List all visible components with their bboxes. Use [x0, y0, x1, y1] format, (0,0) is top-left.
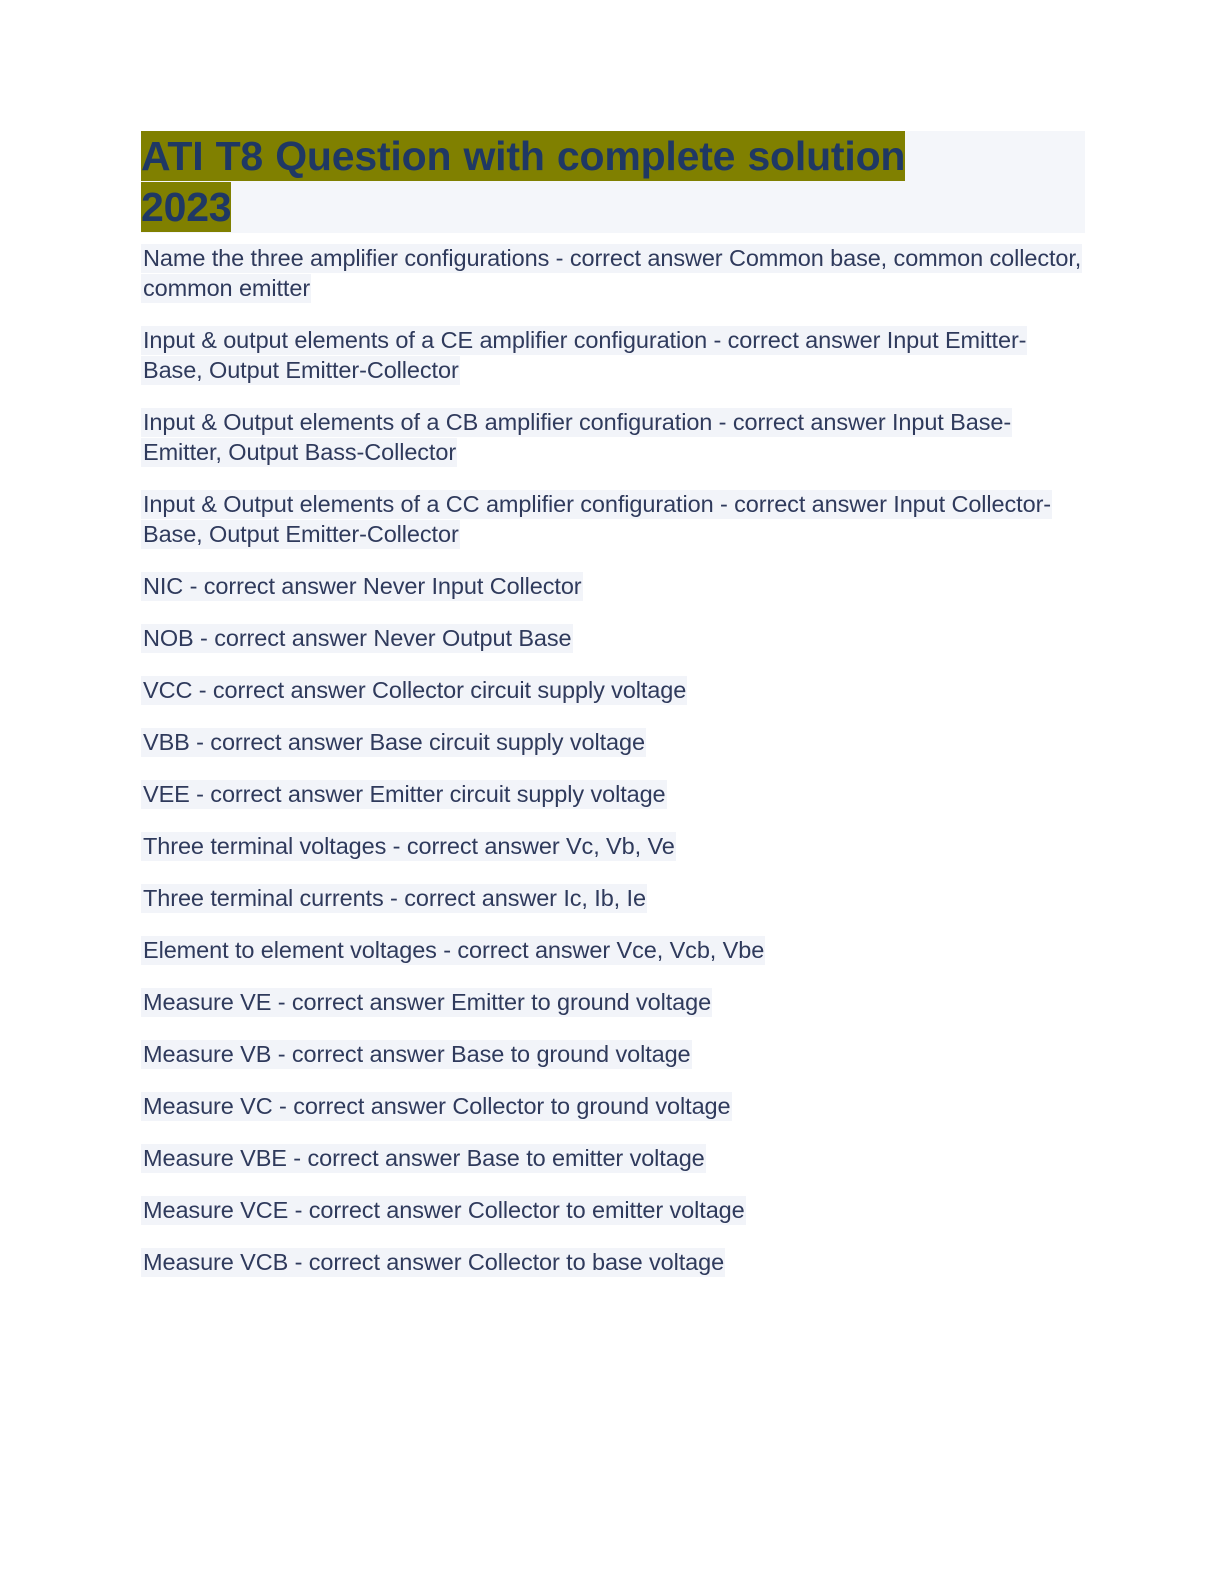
qa-item [141, 407, 1085, 467]
qa-item-text: NIC - correct answer Never Input Collector [143, 573, 582, 599]
qa-item-text: Name the three amplifier configurations - correct answer Common base, common collector, common emitter [143, 245, 1082, 301]
qa-item [141, 325, 1085, 385]
document-content [141, 131, 1085, 1277]
qa-item-text: VEE - correct answer Emitter circuit supply voltage [143, 781, 666, 807]
qa-item-text: VCC - correct answer Collector circuit supply voltage [143, 677, 687, 703]
qa-item [141, 727, 1085, 757]
page-title [141, 131, 1085, 233]
qa-item [141, 831, 1085, 861]
qa-item [141, 675, 1085, 705]
qa-item [141, 987, 1085, 1017]
qa-item [141, 1039, 1085, 1069]
qa-item [141, 623, 1085, 653]
qa-item-text: Measure VCE - correct answer Collector to emitter voltage [143, 1197, 745, 1223]
qa-item-text: Measure VC - correct answer Collector to ground voltage [143, 1093, 731, 1119]
qa-item-text: Measure VB - correct answer Base to ground voltage [143, 1041, 691, 1067]
document-title-block [141, 131, 1085, 233]
qa-item-text: Input & output elements of a CE amplifier configuration - correct answer Input Emitter-Base, Output Emitter-Collector [143, 327, 1027, 383]
qa-item-text: Input & Output elements of a CC amplifier configuration - correct answer Input Collector-Base, Output Emitter-Collector [143, 491, 1052, 547]
qa-item-text: NOB - correct answer Never Output Base [143, 625, 572, 651]
qa-item [141, 779, 1085, 809]
qa-item-text: Three terminal currents - correct answer Ic, Ib, Ie [143, 885, 646, 911]
qa-item-text: Three terminal voltages - correct answer Vc, Vb, Ve [143, 833, 675, 859]
qa-item [141, 1091, 1085, 1121]
qa-item-text: Measure VE - correct answer Emitter to ground voltage [143, 989, 712, 1015]
qa-item [141, 489, 1085, 549]
qa-item-text: Measure VBE - correct answer Base to emitter voltage [143, 1145, 705, 1171]
qa-item [141, 883, 1085, 913]
qa-item-text: VBB - correct answer Base circuit supply voltage [143, 729, 645, 755]
qa-item [141, 1247, 1085, 1277]
qa-list [141, 243, 1085, 1277]
qa-item-text: Input & Output elements of a CB amplifier configuration - correct answer Input Base-Emitter, Output Bass-Collector [143, 409, 1012, 465]
qa-item [141, 1195, 1085, 1225]
qa-item [141, 571, 1085, 601]
qa-item-text: Element to element voltages - correct answer Vce, Vcb, Vbe [143, 937, 765, 963]
qa-item [141, 243, 1085, 303]
qa-item [141, 1143, 1085, 1173]
page-title-line-2: 2023 [141, 184, 232, 230]
page-title-line-1: ATI T8 Question with complete solution [141, 133, 906, 179]
qa-item-text: Measure VCB - correct answer Collector to base voltage [143, 1249, 725, 1275]
qa-item [141, 935, 1085, 965]
